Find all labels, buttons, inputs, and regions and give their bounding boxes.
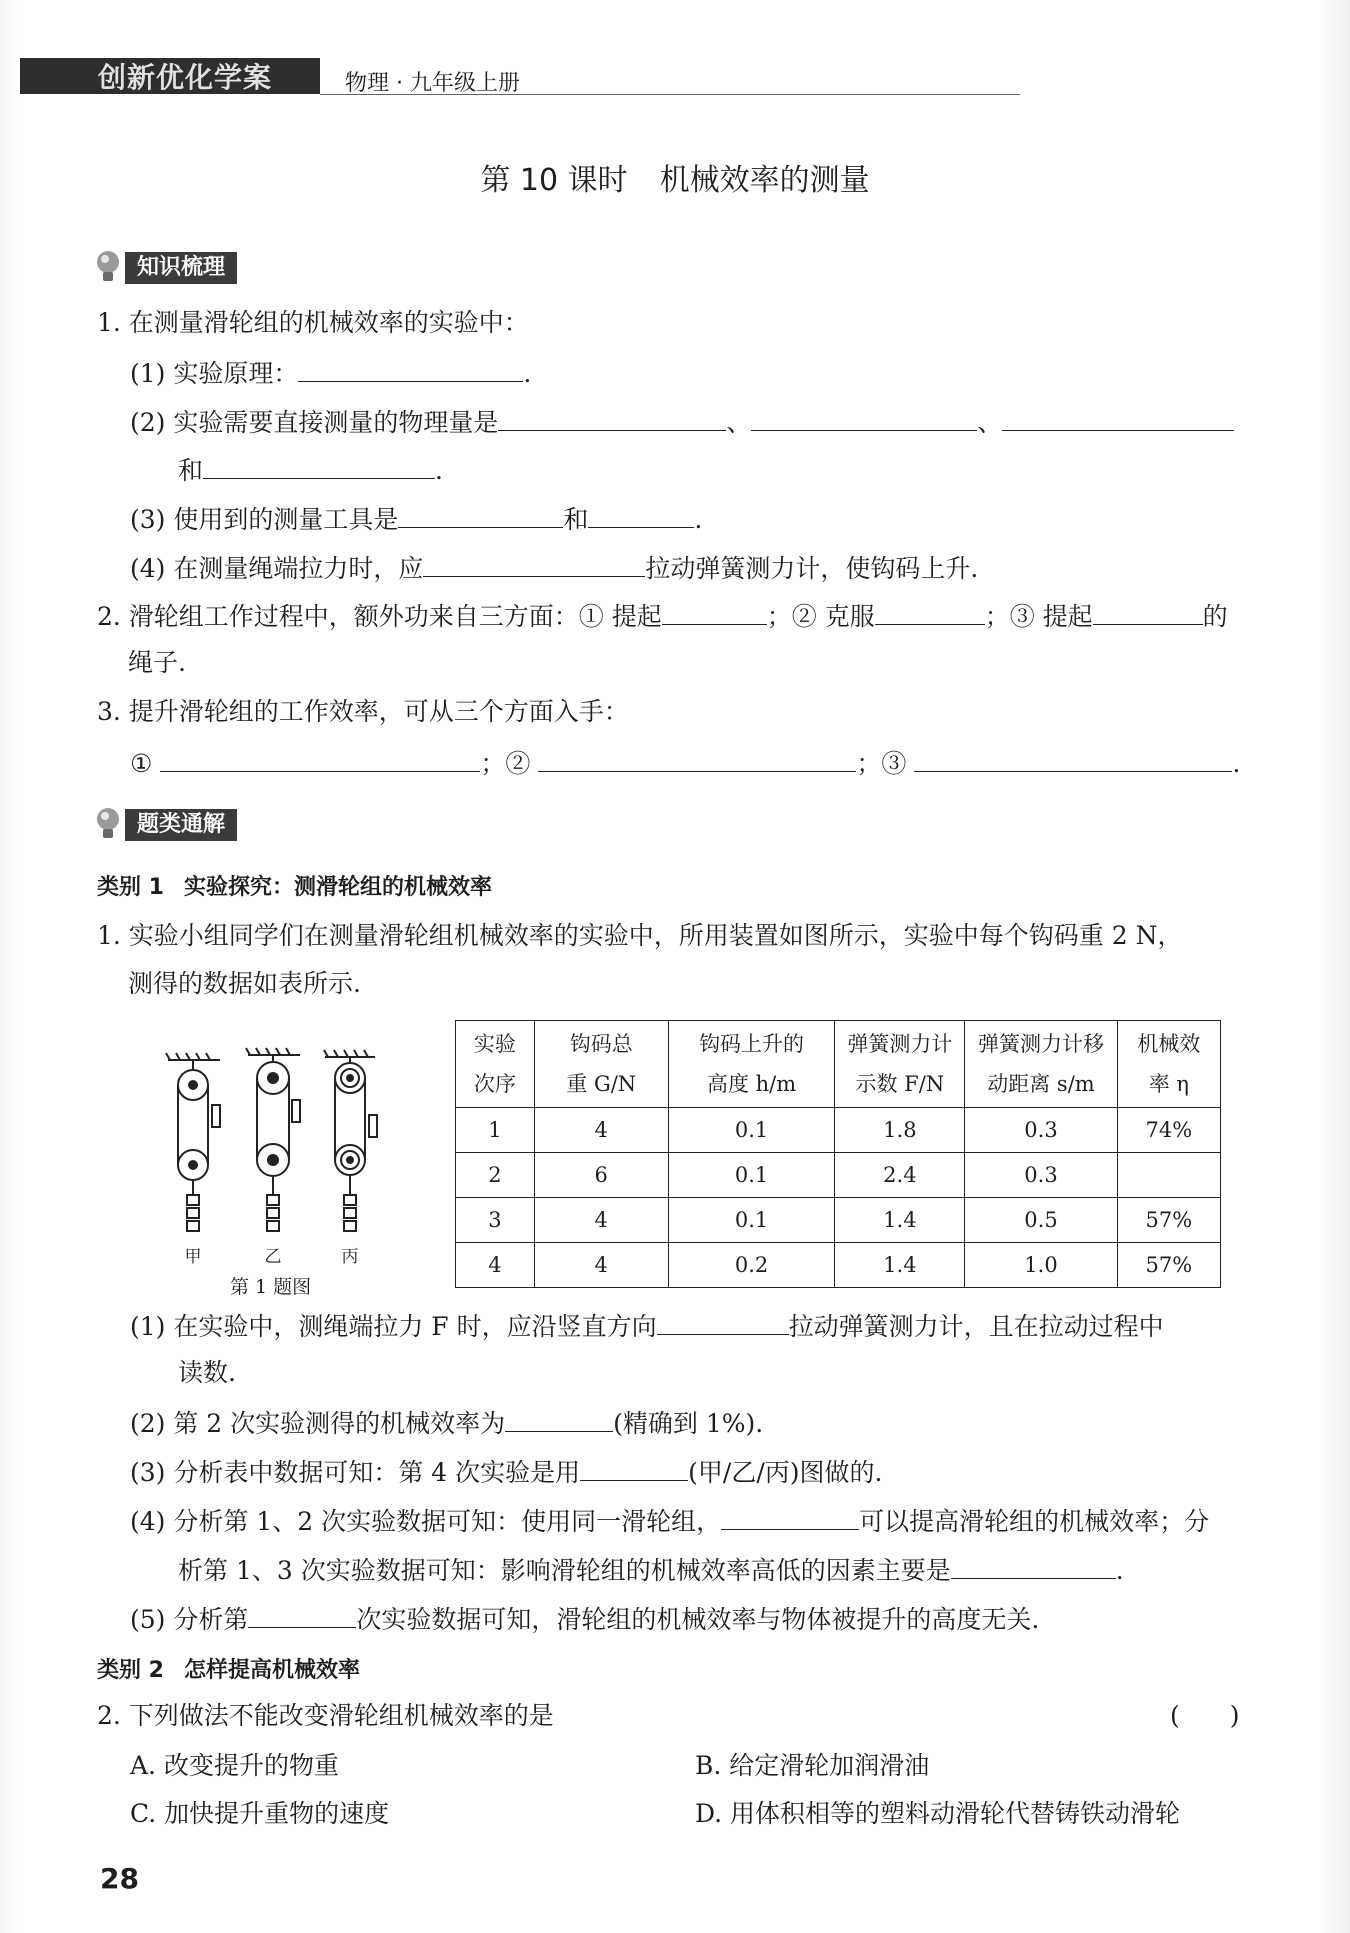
answer-blank[interactable] bbox=[751, 404, 977, 431]
period: . bbox=[523, 359, 532, 388]
q2-text-b: ；② 克服 bbox=[766, 602, 875, 631]
table-cell: 1.8 bbox=[835, 1108, 965, 1153]
lesson-name: 机械效率的测量 bbox=[659, 163, 870, 198]
q2-text-d: 的 bbox=[1202, 602, 1228, 631]
answer-blank[interactable] bbox=[538, 745, 856, 772]
table-cell: 0.3 bbox=[965, 1153, 1117, 1198]
answer-blank[interactable] bbox=[203, 452, 435, 479]
answer-blank[interactable] bbox=[248, 1601, 356, 1628]
cat1-s4-cont bbox=[178, 1552, 1124, 1587]
s2-text-b: (精确到 1%). bbox=[613, 1409, 764, 1438]
page-number: 28 bbox=[100, 1862, 139, 1895]
circle-3: ；③ bbox=[856, 749, 907, 778]
figure-label-bing: 丙 bbox=[341, 1247, 359, 1267]
brand-title: 创新优化学案 bbox=[98, 61, 273, 94]
answer-blank[interactable] bbox=[423, 550, 645, 577]
table-header-cell: 弹簧测力计 示数 F/N bbox=[835, 1021, 965, 1108]
pulley-system-jia bbox=[166, 1053, 220, 1231]
table-header-cell: 机械效 率 η bbox=[1117, 1021, 1220, 1108]
answer-blank[interactable] bbox=[588, 501, 694, 528]
table-cell: 57% bbox=[1117, 1243, 1220, 1288]
q1-4-tail: 拉动弹簧测力计，使钩码上升. bbox=[645, 554, 979, 583]
section-label: 知识梳理 bbox=[125, 252, 237, 284]
s1-text-a: (1) 在实验中，测绳端拉力 F 时，应沿竖直方向 bbox=[130, 1312, 657, 1341]
s4-text-b: 可以提高滑轮组的机械效率；分 bbox=[859, 1507, 1210, 1536]
circle-1: ① bbox=[130, 749, 153, 778]
answer-blank[interactable] bbox=[875, 598, 985, 625]
he-text: 和 bbox=[178, 456, 204, 485]
pulley-system-yi bbox=[246, 1048, 300, 1231]
figure-caption: 第 1 题图 bbox=[230, 1276, 312, 1298]
experiment-table bbox=[455, 1020, 1221, 1288]
s1-text-b: 拉动弹簧测力计，且在拉动过程中 bbox=[788, 1312, 1164, 1341]
q1-1-text: (1) 实验原理： bbox=[130, 359, 299, 388]
answer-blank[interactable] bbox=[1002, 404, 1234, 431]
answer-blank[interactable] bbox=[1093, 598, 1203, 625]
knowledge-q2 bbox=[97, 598, 1228, 633]
table-cell: 57% bbox=[1117, 1198, 1220, 1243]
table-row bbox=[456, 1108, 1221, 1153]
category-label: 类别 1 bbox=[97, 875, 164, 900]
knowledge-q1-3 bbox=[130, 501, 702, 536]
table-cell: 4 bbox=[456, 1243, 535, 1288]
header-rule bbox=[320, 94, 1020, 95]
answer-blank[interactable] bbox=[498, 404, 726, 431]
s4-text-c: 析第 1、3 次实验数据可知：影响滑轮组的机械效率高低的因素主要是 bbox=[178, 1556, 951, 1585]
s2-text-a: (2) 第 2 次实验测得的机械效率为 bbox=[130, 1409, 506, 1438]
lightbulb-icon bbox=[95, 250, 121, 284]
answer-parenthesis[interactable]: ( ) bbox=[1170, 1701, 1240, 1730]
cat1-s1-cont: 读数. bbox=[178, 1358, 236, 1387]
table-cell: 0.2 bbox=[668, 1243, 835, 1288]
cat2-q2: 2. 下列做法不能改变滑轮组机械效率的是 bbox=[97, 1701, 554, 1730]
cat1-s3 bbox=[130, 1454, 882, 1489]
table-cell: 74% bbox=[1117, 1108, 1220, 1153]
table-cell-empty[interactable] bbox=[1117, 1153, 1220, 1198]
pulley-system-bing bbox=[324, 1050, 377, 1231]
table-cell: 0.1 bbox=[668, 1108, 835, 1153]
separator: 、 bbox=[977, 408, 1003, 437]
s3-text-b: (甲/乙/丙)图做的. bbox=[688, 1458, 883, 1487]
q2-text-a: 2. 滑轮组工作过程中，额外功来自三方面：① 提起 bbox=[97, 602, 662, 631]
answer-blank[interactable] bbox=[505, 1405, 613, 1432]
option-b[interactable]: B. 给定滑轮加润滑油 bbox=[695, 1751, 930, 1780]
answer-blank[interactable] bbox=[721, 1503, 859, 1530]
table-cell: 2 bbox=[456, 1153, 535, 1198]
cat1-s4 bbox=[130, 1503, 1209, 1538]
cat1-s1 bbox=[130, 1308, 1164, 1343]
he-text: 和 bbox=[563, 505, 589, 534]
category-title: 怎样提高机械效率 bbox=[183, 1658, 360, 1683]
answer-blank[interactable] bbox=[657, 1308, 789, 1335]
lesson-number: 第 10 课时 bbox=[480, 163, 628, 198]
q1-2-text: (2) 实验需要直接测量的物理量是 bbox=[130, 408, 499, 437]
table-cell: 2.4 bbox=[835, 1153, 965, 1198]
knowledge-q2-cont: 绳子. bbox=[128, 648, 186, 677]
table-header-cell: 钩码总 重 G/N bbox=[534, 1021, 668, 1108]
q2-text-c: ；③ 提起 bbox=[984, 602, 1093, 631]
period: . bbox=[694, 505, 703, 534]
table-header-row bbox=[456, 1021, 1221, 1108]
category-2-heading bbox=[97, 1653, 360, 1684]
answer-blank[interactable] bbox=[951, 1552, 1116, 1579]
period: . bbox=[1232, 749, 1241, 778]
table-cell: 4 bbox=[534, 1243, 668, 1288]
answer-blank[interactable] bbox=[662, 598, 767, 625]
category-label: 类别 2 bbox=[97, 1658, 164, 1683]
answer-blank[interactable] bbox=[580, 1454, 688, 1481]
table-cell: 1.4 bbox=[835, 1243, 965, 1288]
figure-label-yi: 乙 bbox=[264, 1247, 282, 1267]
knowledge-q1-1 bbox=[130, 355, 531, 390]
knowledge-q1-4 bbox=[130, 550, 978, 585]
s4-text-a: (4) 分析第 1、2 次实验数据可知：使用同一滑轮组， bbox=[130, 1507, 722, 1536]
cat1-s2 bbox=[130, 1405, 763, 1440]
pulley-figure bbox=[160, 1045, 440, 1295]
period: . bbox=[1115, 1556, 1124, 1585]
answer-blank[interactable] bbox=[398, 501, 563, 528]
table-cell: 0.5 bbox=[965, 1198, 1117, 1243]
table-cell: 4 bbox=[534, 1198, 668, 1243]
subject-label: 物理 · 九年级上册 bbox=[345, 71, 520, 96]
table-header-cell: 钩码上升的 高度 h/m bbox=[668, 1021, 835, 1108]
figure-label-jia: 甲 bbox=[184, 1247, 202, 1267]
knowledge-q1-2-cont bbox=[178, 452, 443, 487]
separator: 、 bbox=[726, 408, 752, 437]
section-label: 题类通解 bbox=[125, 809, 237, 841]
table-header-cell: 弹簧测力计移 动距离 s/m bbox=[965, 1021, 1117, 1108]
answer-blank[interactable] bbox=[160, 745, 480, 772]
table-cell: 0.1 bbox=[668, 1198, 835, 1243]
table-header-cell: 实验 次序 bbox=[456, 1021, 535, 1108]
s3-text-a: (3) 分析表中数据可知：第 4 次实验是用 bbox=[130, 1458, 581, 1487]
table-row bbox=[456, 1153, 1221, 1198]
knowledge-q3-blanks bbox=[130, 745, 1240, 780]
lightbulb-icon bbox=[95, 807, 121, 841]
circle-2: ；② bbox=[480, 749, 531, 778]
option-a[interactable]: A. 改变提升的物重 bbox=[130, 1751, 339, 1780]
table-cell: 6 bbox=[534, 1153, 668, 1198]
period: . bbox=[435, 456, 443, 485]
category-1-heading bbox=[97, 870, 492, 901]
q1-4-text: (4) 在测量绳端拉力时，应 bbox=[130, 554, 424, 583]
s5-text-b: 次实验数据可知，滑轮组的机械效率与物体被提升的高度无关. bbox=[356, 1605, 1040, 1634]
category-title: 实验探究：测滑轮组的机械效率 bbox=[183, 875, 492, 900]
table-cell: 3 bbox=[456, 1198, 535, 1243]
cat1-s5 bbox=[130, 1601, 1039, 1636]
table-cell: 4 bbox=[534, 1108, 668, 1153]
table-cell: 1 bbox=[456, 1108, 535, 1153]
s5-text-a: (5) 分析第 bbox=[130, 1605, 249, 1634]
knowledge-q3: 3. 提升滑轮组的工作效率，可从三个方面入手： bbox=[97, 697, 629, 726]
cat1-q1-line1: 1. 实验小组同学们在测量滑轮组机械效率的实验中，所用装置如图所示，实验中每个钩码重 2 N， bbox=[97, 921, 1183, 950]
knowledge-q1-2 bbox=[130, 404, 1234, 439]
answer-blank[interactable] bbox=[298, 355, 523, 382]
q1-3-text: (3) 使用到的测量工具是 bbox=[130, 505, 399, 534]
table-cell: 1.0 bbox=[965, 1243, 1117, 1288]
table-row bbox=[456, 1243, 1221, 1288]
table-cell: 0.1 bbox=[668, 1153, 835, 1198]
table-row bbox=[456, 1198, 1221, 1243]
option-d[interactable]: D. 用体积相等的塑料动滑轮代替铸铁动滑轮 bbox=[695, 1799, 1181, 1828]
option-c[interactable]: C. 加快提升重物的速度 bbox=[130, 1799, 390, 1828]
answer-blank[interactable] bbox=[914, 745, 1232, 772]
table-cell: 0.3 bbox=[965, 1108, 1117, 1153]
table-cell: 1.4 bbox=[835, 1198, 965, 1243]
cat1-q1-line2: 测得的数据如表所示. bbox=[128, 969, 361, 998]
lesson-title bbox=[0, 155, 1350, 199]
knowledge-q1: 1. 在测量滑轮组的机械效率的实验中： bbox=[97, 308, 529, 337]
